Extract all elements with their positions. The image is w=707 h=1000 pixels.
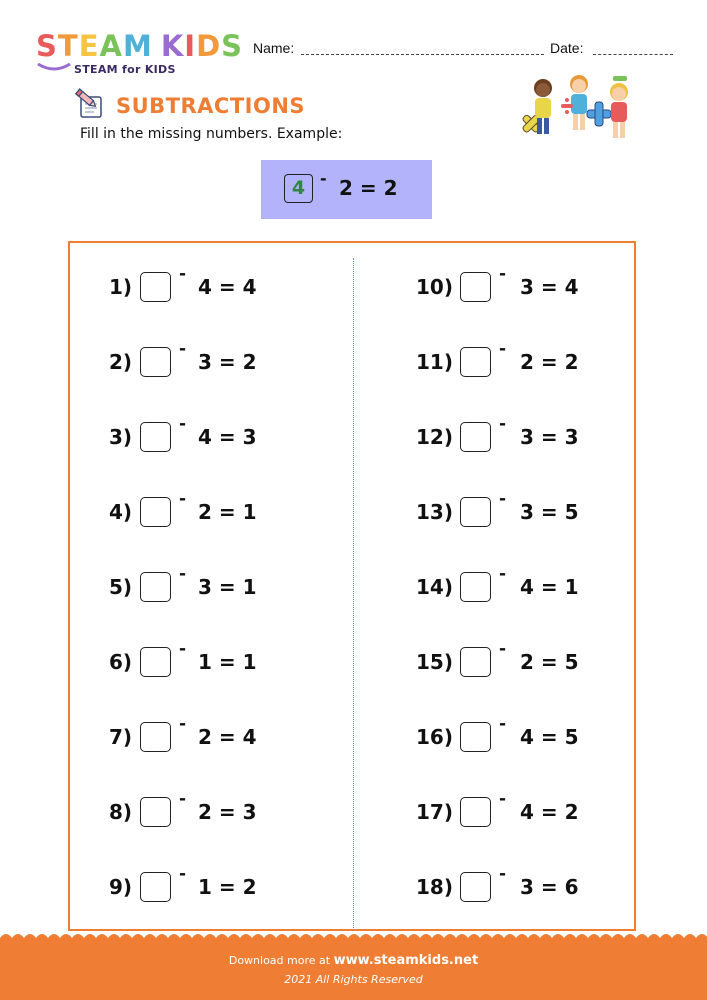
answer-box[interactable] [460,422,491,452]
footer-scallop-edge [0,932,707,942]
equation-rest: 4 = 1 [520,575,579,599]
answer-box[interactable] [140,497,171,527]
minus-sign: - [179,564,187,584]
equation-rest: 2 = 4 [198,725,257,749]
logo-letter: E [78,29,100,63]
example-equation: 2 = 2 [339,176,398,200]
equation-rest: 4 = 3 [198,425,257,449]
equation-rest: 2 = 2 [520,350,579,374]
answer-box[interactable] [460,497,491,527]
equation-rest: 3 = 1 [198,575,257,599]
footer-site-link[interactable]: www.steamkids.net [333,953,479,968]
minus-sign: - [179,489,187,509]
problem-number: 11) [416,350,453,374]
logo-swoosh-icon [36,60,72,74]
steam-kids-logo [36,30,246,80]
logo-letter: A [99,29,123,63]
answer-box[interactable] [460,647,491,677]
instruction-text: Fill in the missing numbers. Example: [80,126,343,142]
answer-box[interactable] [140,797,171,827]
minus-sign: - [499,639,507,659]
answer-box[interactable] [140,872,171,902]
problem-number: 16) [416,725,453,749]
minus-sign: - [179,639,187,659]
equation-rest: 1 = 1 [198,650,257,674]
footer-rights: 2021 All Rights Reserved [284,973,423,986]
equation-rest: 4 = 5 [520,725,579,749]
problem-number: 3) [108,425,132,449]
answer-box[interactable] [460,797,491,827]
equation-rest: 3 = 3 [520,425,579,449]
equation-rest: 3 = 2 [198,350,257,374]
name-label: Name: [253,40,295,56]
answer-box[interactable] [460,872,491,902]
logo-letter: S [221,29,244,63]
problem-number: 9) [108,875,132,899]
minus-sign: - [499,339,507,359]
minus-sign: - [179,264,187,284]
logo-letter: M [122,29,153,63]
problem-row [405,864,605,902]
example-panel [261,160,432,219]
problem-number: 2) [108,350,132,374]
problem-number: 5) [108,575,132,599]
problem-row [405,339,605,377]
problem-row [100,639,300,677]
footer-download-text: Download more at [228,954,331,967]
date-field-line[interactable] [593,54,673,55]
pencil-paper-icon [72,88,106,120]
minus-sign: - [179,714,187,734]
problem-row [405,789,605,827]
problem-number: 1) [108,275,132,299]
problem-row [405,564,605,602]
example-answer-box: 4 [284,174,313,203]
problem-row [100,789,300,827]
minus-sign: - [499,264,507,284]
answer-box[interactable] [140,572,171,602]
name-date-row [253,40,678,60]
example-minus-sign: - [320,169,327,188]
problem-row [100,414,300,452]
problem-number: 12) [416,425,453,449]
logo-letter: I [184,29,197,63]
minus-sign: - [499,864,507,884]
problem-number: 13) [416,500,453,524]
answer-box[interactable] [460,722,491,752]
worksheet-title: SUBTRACTIONS [116,94,306,118]
logo-letter: D [196,29,222,63]
answer-box[interactable] [140,722,171,752]
problem-row [100,489,300,527]
problem-row [100,864,300,902]
answer-box[interactable] [460,347,491,377]
logo-wordmark [36,30,246,62]
problem-number: 6) [108,650,132,674]
problem-row [100,339,300,377]
minus-sign: - [499,489,507,509]
equation-rest: 3 = 6 [520,875,579,899]
problem-row [405,264,605,302]
minus-sign: - [179,414,187,434]
logo-subtitle: STEAM for KIDS [74,63,176,76]
logo-letter: T [57,29,79,63]
answer-box[interactable] [140,422,171,452]
answer-box[interactable] [460,272,491,302]
problem-number: 7) [108,725,132,749]
minus-sign: - [499,789,507,809]
problem-number: 14) [416,575,453,599]
logo-letter: K [160,29,185,63]
problem-number: 10) [416,275,453,299]
column-divider [353,258,354,930]
equation-rest: 3 = 4 [520,275,579,299]
problem-number: 4) [108,500,132,524]
problem-row [405,414,605,452]
minus-sign: - [179,789,187,809]
answer-box[interactable] [140,272,171,302]
problem-row [100,264,300,302]
equation-rest: 1 = 2 [198,875,257,899]
problem-row [100,564,300,602]
equation-rest: 2 = 5 [520,650,579,674]
equation-rest: 2 = 3 [198,800,257,824]
name-field-line[interactable] [301,54,544,55]
problem-row [100,714,300,752]
equation-rest: 4 = 4 [198,275,257,299]
minus-sign: - [179,864,187,884]
problem-number: 18) [416,875,453,899]
minus-sign: - [499,564,507,584]
equation-rest: 3 = 5 [520,500,579,524]
minus-sign: - [499,714,507,734]
equation-rest: 4 = 2 [520,800,579,824]
problem-number: 15) [416,650,453,674]
answer-box[interactable] [140,347,171,377]
kids-math-symbols-illustration [517,72,639,156]
problem-number: 8) [108,800,132,824]
problem-row [405,639,605,677]
date-label: Date: [550,40,584,56]
minus-sign: - [179,339,187,359]
footer [0,940,707,1000]
footer-download-line [0,953,707,968]
answer-box[interactable] [140,647,171,677]
equation-rest: 2 = 1 [198,500,257,524]
answer-box[interactable] [460,572,491,602]
minus-sign: - [499,414,507,434]
problem-row [405,489,605,527]
logo-letter: S [36,29,58,63]
problem-row [405,714,605,752]
problem-number: 17) [416,800,453,824]
